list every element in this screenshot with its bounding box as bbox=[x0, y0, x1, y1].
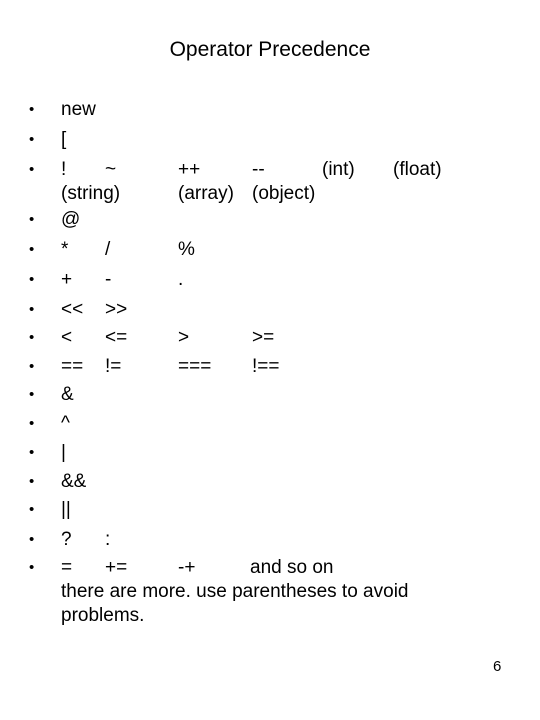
bullet-marker: • bbox=[29, 444, 35, 461]
operator-token: | bbox=[61, 442, 66, 463]
bullet-marker: • bbox=[29, 211, 35, 228]
operator-token: ~ bbox=[105, 159, 117, 180]
bullet-item bbox=[0, 354, 540, 380]
operator-token: * bbox=[61, 239, 69, 260]
operator-token: ++ bbox=[178, 159, 201, 180]
bullet-item bbox=[0, 411, 540, 437]
operator-token: and so on bbox=[250, 557, 334, 578]
bullet-marker: • bbox=[29, 559, 35, 576]
bullet-marker: • bbox=[29, 329, 35, 346]
continuation-text: (array) bbox=[178, 183, 234, 204]
continuation-text: there are more. use parentheses to avoid bbox=[61, 581, 409, 602]
operator-token: || bbox=[61, 499, 71, 520]
operator-token: >= bbox=[252, 327, 275, 348]
operator-token: ! bbox=[61, 159, 67, 180]
bullet-item bbox=[0, 267, 540, 293]
operator-token: : bbox=[105, 529, 111, 550]
bullet-item bbox=[0, 527, 540, 553]
page-number: 6 bbox=[493, 658, 502, 675]
operator-token: > bbox=[178, 327, 190, 348]
slide-title: Operator Precedence bbox=[169, 38, 371, 61]
bullet-item bbox=[0, 325, 540, 351]
operator-token: === bbox=[178, 356, 212, 377]
operator-token: !== bbox=[252, 356, 280, 377]
operator-token: == bbox=[61, 356, 84, 377]
bullet-marker: • bbox=[29, 131, 35, 148]
operator-token: ^ bbox=[61, 413, 70, 434]
continuation-text: (object) bbox=[252, 183, 316, 204]
bullet-marker: • bbox=[29, 101, 35, 118]
operator-token: >> bbox=[105, 299, 128, 320]
bullet-marker: • bbox=[29, 501, 35, 518]
operator-token: -- bbox=[252, 159, 265, 180]
operator-token: @ bbox=[61, 209, 81, 230]
operator-token: & bbox=[61, 384, 74, 405]
operator-token: + bbox=[61, 269, 73, 290]
bullet-item bbox=[0, 440, 540, 466]
bullet-marker: • bbox=[29, 358, 35, 375]
bullet-item bbox=[0, 382, 540, 408]
bullet-marker: • bbox=[29, 161, 35, 178]
bullet-item bbox=[0, 237, 540, 263]
operator-token: -+ bbox=[178, 557, 196, 578]
operator-token: % bbox=[178, 239, 195, 260]
bullet-marker: • bbox=[29, 531, 35, 548]
operator-token: . bbox=[178, 269, 184, 290]
bullet-marker: • bbox=[29, 271, 35, 288]
continuation-text: (string) bbox=[61, 183, 121, 204]
operator-token: += bbox=[105, 557, 128, 578]
operator-token: (float) bbox=[393, 159, 442, 180]
operator-token: [ bbox=[61, 129, 67, 150]
operator-token: < bbox=[61, 327, 73, 348]
bullet-item bbox=[0, 555, 540, 626]
operator-token: = bbox=[61, 557, 73, 578]
bullet-marker: • bbox=[29, 473, 35, 490]
bullet-item bbox=[0, 127, 540, 153]
operator-token: != bbox=[105, 356, 122, 377]
bullet-marker: • bbox=[29, 241, 35, 258]
bullet-item bbox=[0, 297, 540, 323]
bullet-item bbox=[0, 97, 540, 123]
bullet-marker: • bbox=[29, 415, 35, 432]
operator-token: new bbox=[61, 99, 96, 120]
operator-token: (int) bbox=[322, 159, 355, 180]
bullet-marker: • bbox=[29, 386, 35, 403]
operator-token: && bbox=[61, 471, 87, 492]
bullet-marker: • bbox=[29, 301, 35, 318]
operator-token: / bbox=[105, 239, 111, 260]
operator-token: - bbox=[105, 269, 112, 290]
bullet-item bbox=[0, 207, 540, 233]
bullet-item bbox=[0, 497, 540, 523]
bullet-item bbox=[0, 469, 540, 495]
bullet-item bbox=[0, 157, 540, 204]
operator-token: <= bbox=[105, 327, 128, 348]
operator-token: ? bbox=[61, 529, 72, 550]
continuation-text: problems. bbox=[61, 605, 145, 626]
operator-token: << bbox=[61, 299, 84, 320]
